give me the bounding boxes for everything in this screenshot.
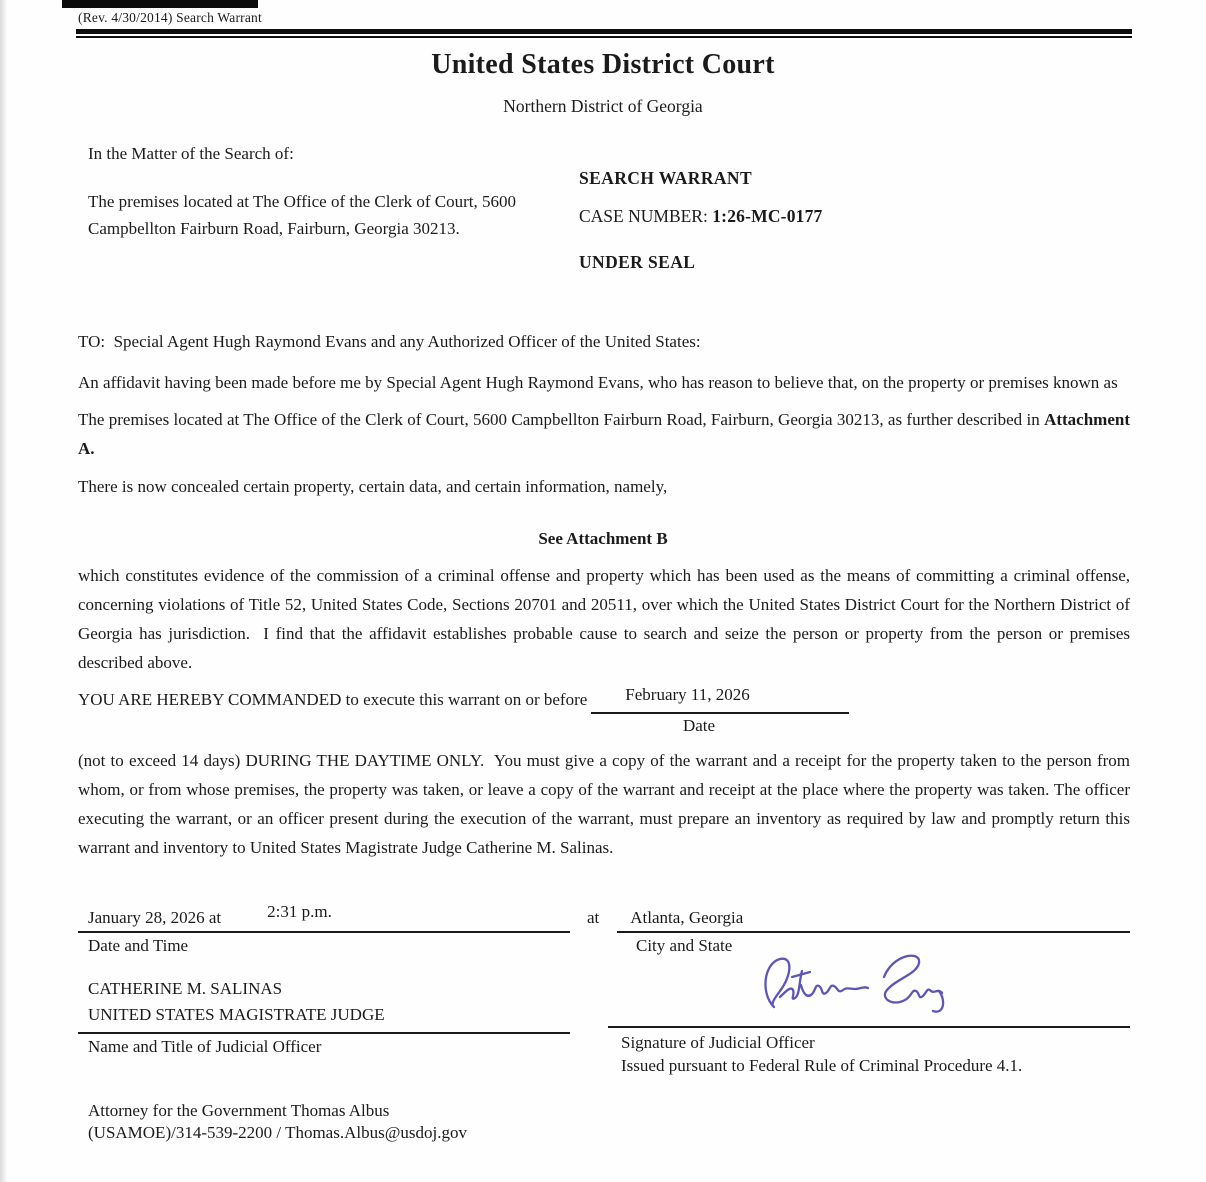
date-label: Date (682, 716, 716, 735)
execute-by-date: February 11, 2026 (625, 685, 750, 704)
signature-label: Signature of Judicial Officer (621, 1033, 815, 1052)
court-title: United States District Court (431, 49, 775, 80)
header-rule (76, 29, 1132, 38)
premises-description-paragraph (78, 405, 1130, 463)
warrant-title: SEARCH WARRANT (579, 168, 753, 188)
judge-title: UNITED STATES MAGISTRATE JUDGE (88, 1005, 385, 1024)
judge-name-column (78, 976, 570, 1077)
at-word: at (587, 908, 600, 927)
city-state-label: City and State (636, 936, 733, 955)
concealed-paragraph: There is now concealed certain property, certain data, and certain information, namely, (78, 477, 668, 496)
issue-date: January 28, 2026 at (88, 908, 222, 927)
commanded-text: YOU ARE HEREBY COMMANDED to execute this warrant on or before (78, 690, 588, 709)
column-spacer (570, 976, 608, 1077)
signature-labels (608, 1031, 1130, 1077)
form-number-redaction-bar (62, 0, 258, 8)
commanded-line (78, 685, 1130, 714)
judge-name: CATHERINE M. SALINAS (88, 979, 283, 998)
constitutes-paragraph: which constitutes evidence of the commission of a criminal offense and property which has been used as the means of committing a criminal offense, concerning violations of Title 52, United States Code, Sections 20701 and 20511, over which the United States District Court for the Northern District of Georgia has jurisdiction. I find that the affidavit establishes probable cause to search and seize the person or property from the person or premises described above. (78, 566, 1130, 672)
issued-pursuant-line: Issued pursuant to Federal Rule of Criminal Procedure 4.1. (621, 1056, 1023, 1075)
signature-column (608, 976, 1130, 1077)
judicial-officer-section (78, 976, 1130, 1077)
affidavit-paragraph: An affidavit having been made before me by Special Agent Hugh Raymond Evans, who has reason to believe that, on the property or premises known as (78, 373, 1118, 392)
scan-edge-shading (0, 0, 7, 1182)
premises-description-text: The premises located at The Office of the Clerk of Court, 5600 Campbellton Fairburn Road, Fairburn, Georgia 30213, as further described in (78, 410, 1040, 429)
form-revision-line: (Rev. 4/30/2014) Search Warrant (78, 10, 262, 25)
execute-by-date-blank (591, 685, 849, 714)
label-spacer (570, 936, 623, 956)
under-seal-label: UNDER SEAL (579, 252, 696, 272)
daytime-paragraph: (not to exceed 14 days) DURING THE DAYTIME ONLY. You must give a copy of the warrant and a receipt for the property taken to the person from whom, or from whose premises, the property was taken, or leave a copy of the warrant and receipt at the place where the property was taken. The officer executing the warrant, or an officer present during the execution of the warrant, must prepare an inventory as required by law and promptly return this warrant and inventory to United States Magistrate Judge Catherine M. Salinas. (78, 751, 1130, 857)
case-number-line (579, 206, 1130, 227)
attorney-block (88, 1100, 1130, 1144)
to-line: TO: Special Agent Hugh Raymond Evans and any Authorized Officer of the United States: (78, 332, 701, 351)
matter-premises: The premises located at The Office of the Clerk of Court, 5600 Campbellton Fairburn Road, Fairburn, Georgia 30213. (88, 192, 517, 238)
issue-time: 2:31 p.m. (267, 902, 332, 921)
judge-signature-ink (756, 945, 971, 1025)
case-number-value: 1:26-MC-0177 (712, 206, 823, 226)
district-subtitle: Northern District of Georgia (503, 96, 703, 116)
matter-heading: In the Matter of the Search of: (88, 144, 294, 163)
issuance-line (78, 902, 1130, 933)
date-time-label: Date and Time (88, 936, 189, 955)
signature-line (608, 976, 1130, 1028)
city-state: Atlanta, Georgia (630, 908, 744, 927)
city-state-blank (617, 908, 1130, 933)
attorney-line1: Attorney for the Government Thomas Albus (88, 1101, 390, 1120)
caption-section (78, 144, 1130, 273)
matter-column (78, 144, 579, 273)
attachment-a-ref: Attachment A. (78, 410, 1130, 458)
name-title-label: Name and Title of Judicial Officer (88, 1037, 322, 1056)
issuance-labels (78, 936, 1130, 956)
warrant-info-column (579, 144, 1130, 273)
issue-date-blank (78, 902, 570, 933)
case-number-label: CASE NUMBER: (579, 206, 713, 226)
judge-name-block (78, 976, 570, 1034)
attorney-line2: (USAMOE)/314-539-2200 / Thomas.Albus@usdoj.gov (88, 1123, 467, 1142)
attachment-b-ref: See Attachment B (538, 529, 668, 548)
